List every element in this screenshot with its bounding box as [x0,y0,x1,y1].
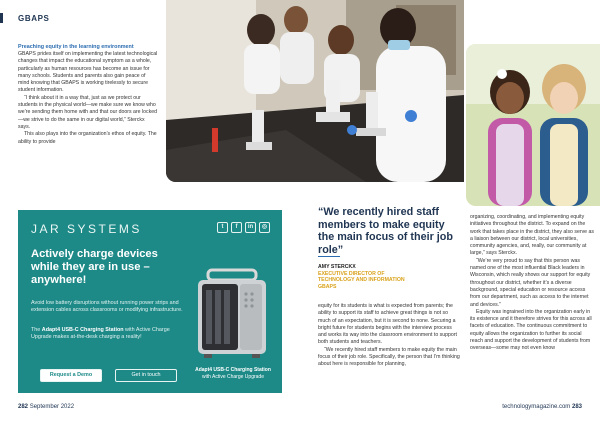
quote-byline [318,264,458,290]
paragraph: equity for its students is what is expected from parents; the ability to support its staff to achieve great things is not so much of an expectation, but it is second to none. Securing a bright future for students begins with the interview process and works its way into the classroom environment to support both students and teachers. [318,303,457,346]
quote-divider [318,256,340,257]
jar-systems-advertisement[interactable] [18,210,282,393]
ad-brand-logo: JAR SYSTEMS [31,222,142,236]
section-marker [0,13,3,23]
footer-left [18,404,74,410]
lab-photo-illustration [166,0,464,182]
paragraph: This also plays into the organization’s ethos of equity. The ability to provide [18,131,157,145]
right-page-number: 283 [571,404,582,410]
left-page-number: 282 [18,404,29,410]
ad-social-links [217,222,270,233]
ad-body-text-2: The Adapt4 USB-C Charging Station with Active Charge Upgrade makes at-the-desk charging a reality! [31,327,170,340]
magazine-website[interactable]: technologymagazine.com [502,404,571,410]
paragraph: GBAPS prides itself on implementing the latest technological changes that impact the educational symptom as a whole, particularly as human resources has become an issue for many schools. Students and parents also gain peace of mind knowing that GBAPS is working tirelessly to secure student information. [18,51,158,94]
issue-date: September 2022 [29,404,75,410]
quote-author-role-1: EXECUTIVE DIRECTOR OF [318,270,385,277]
girls-photo [466,44,600,206]
footer-right [502,404,582,410]
paragraph: “We’re very proud to say that this person was named one of the most influential Black leaders in Wisconsin, which really shows our support for equity throughout our district, whether it’s a diverse background, special education or resource access from our department, such as access to the internet and devices.” [470,257,591,308]
quote-author-role-2: TECHNOLOGY AND INFORMATION [318,277,405,284]
ad-headline: Actively charge devices while they are in use – anywhere! [31,248,158,286]
ad-body-text: Avoid low battery disruptions without running power strips and extension cables across classrooms or modifying infrastructure. [31,300,183,313]
get-in-touch-button[interactable]: Get in touch [115,369,177,382]
quote-author-name: AMY STERCKX [318,264,356,270]
quote-author-org: GBAPS [318,283,337,290]
pull-quote: “We recently hired staff members to make equity the main focus of their job role” [318,206,453,256]
left-column [18,44,158,146]
paragraph: “We recently hired staff members to make equity the main focus of their job role. Specifically, the person that I’m thinking about here is responsible for planning, [318,346,460,368]
paragraph: organizing, coordinating, and implementing equity initiatives throughout the district. To expand on the work that takes place in the district, they also serve as a liaison between our district, local universities, community agencies, and, really, our community at large,” says Sterckx. [470,214,594,257]
subheading: Preaching equity in the learning environment [18,44,134,50]
request-demo-button[interactable]: Request a Demo [40,369,102,382]
paragraph: Equity was ingrained into the organization early in its existence and it therefore strives for this across all facets of education. The continuous commitment to equity allows the organization to further its social reach and support the development of students from overseas—some may not even know [470,308,592,352]
twitter-icon[interactable]: t [217,222,228,233]
instagram-icon[interactable]: ◎ [259,222,270,233]
lab-students-photo [166,0,464,182]
ad-product-caption: Adapt4 USB-C Charging Station with Active Charge Upgrade [195,367,271,380]
charging-station-image [194,268,270,360]
facebook-icon[interactable]: f [231,222,242,233]
right-column [470,214,594,353]
paragraph: “I think about it in a way that, just as we protect our students in the physical world—we make sure we know who we’re sending them home with and that our doors are locked—we strive to do the same in our digital world,” Sterckx says. [18,94,157,130]
girls-photo-illustration [466,44,600,206]
linkedin-icon[interactable]: in [245,222,256,233]
middle-column [318,303,460,369]
section-label: GBAPS [18,14,50,23]
